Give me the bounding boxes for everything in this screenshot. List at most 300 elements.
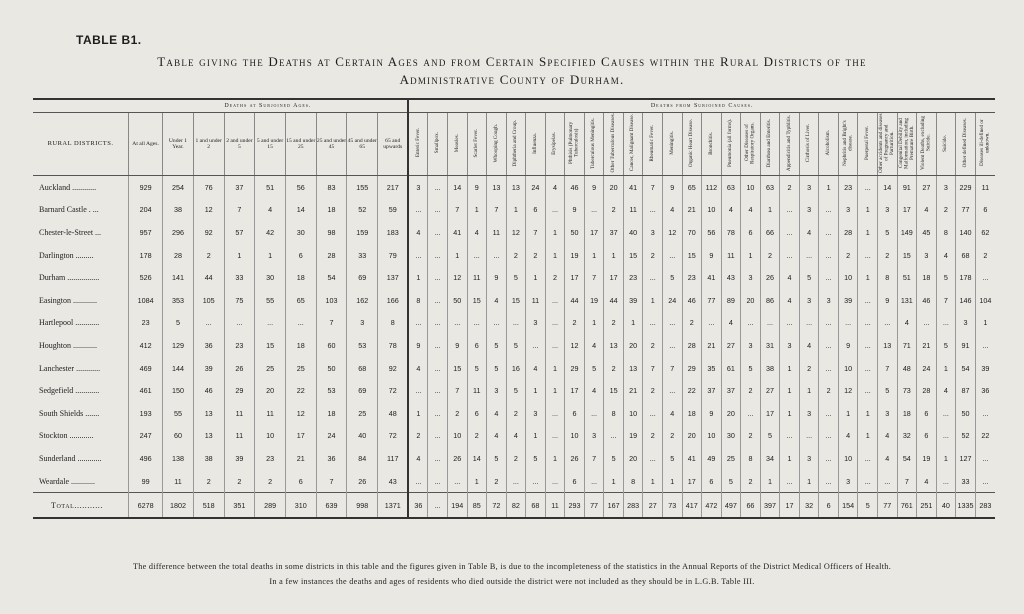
cause-cell: 5 xyxy=(584,357,604,380)
cause-column-label: Scarlet Fever. xyxy=(473,128,480,158)
cause-cell: 4 xyxy=(936,244,956,267)
age-cell: 6 xyxy=(285,470,316,493)
cause-cell: 5 xyxy=(858,493,878,519)
age-cell: 72 xyxy=(378,379,409,402)
cause-cell: 37 xyxy=(702,379,722,402)
cause-column-label: Smallpox. xyxy=(433,132,440,154)
cause-cell: ... xyxy=(858,447,878,470)
cause-cell: 1 xyxy=(506,199,526,222)
cause-cell: 112 xyxy=(702,176,722,199)
cause-cell: ... xyxy=(662,379,682,402)
cause-cell: ... xyxy=(819,357,839,380)
cause-cell: 78 xyxy=(721,221,741,244)
cause-cell: 27 xyxy=(721,334,741,357)
cause-cell: 45 xyxy=(917,221,937,244)
cause-cell: 24 xyxy=(917,357,937,380)
cause-cell: 2 xyxy=(506,447,526,470)
cause-cell: 1 xyxy=(545,221,565,244)
cause-cell: 17 xyxy=(565,266,585,289)
cause-cell: 4 xyxy=(526,357,546,380)
cause-cell: 23 xyxy=(682,266,702,289)
cause-cell: ... xyxy=(858,334,878,357)
cause-cell: 3 xyxy=(799,289,819,312)
cause-cell: 2 xyxy=(604,312,624,335)
age-cell: 36 xyxy=(316,447,347,470)
cause-column-header xyxy=(760,113,780,176)
age-column-header: 2 and under 5 xyxy=(224,113,255,176)
age-cell: 351 xyxy=(224,493,255,519)
district-name: Houghton ............ xyxy=(39,340,97,350)
age-cell: 38 xyxy=(193,447,224,470)
cause-cell: 4 xyxy=(897,312,917,335)
cause-cell: 2 xyxy=(936,199,956,222)
cause-cell: 14 xyxy=(467,447,487,470)
cause-cell: 9 xyxy=(878,289,898,312)
age-cell: 247 xyxy=(129,425,163,448)
cause-cell: 82 xyxy=(506,493,526,519)
cause-cell: 1 xyxy=(780,379,800,402)
cause-cell: 5 xyxy=(741,357,761,380)
table-row xyxy=(33,379,995,402)
cause-column-header xyxy=(408,113,428,176)
cause-cell: 2 xyxy=(643,334,663,357)
cause-column-label: Cancer, Malignant Disease. xyxy=(629,114,636,172)
cause-column-label: Diphtheria and Croup. xyxy=(512,119,519,167)
age-cell: 69 xyxy=(347,379,378,402)
cause-cell: 17 xyxy=(584,221,604,244)
age-cell: 40 xyxy=(347,425,378,448)
age-cell: 469 xyxy=(129,357,163,380)
cause-column-header xyxy=(584,113,604,176)
cause-cell: 11 xyxy=(526,289,546,312)
age-cell: 30 xyxy=(285,221,316,244)
cause-cell: 28 xyxy=(917,379,937,402)
cause-cell: 26 xyxy=(565,447,585,470)
cause-cell: 4 xyxy=(408,221,428,244)
age-cell: 28 xyxy=(316,244,347,267)
footnote-1: The difference between the total deaths in some districts in this table and the figures given in Table B, is due to the incompleteness of the statistics in the Annual Reports of the District Medical Officers of Health. xyxy=(132,562,892,571)
age-cell: 289 xyxy=(255,493,286,519)
cause-cell: 40 xyxy=(936,493,956,519)
cause-cell: ... xyxy=(780,199,800,222)
cause-cell: 41 xyxy=(447,221,467,244)
cause-cell: 27 xyxy=(917,176,937,199)
cause-cell: 5 xyxy=(878,221,898,244)
age-cell: 75 xyxy=(224,289,255,312)
cause-cell: 4 xyxy=(838,425,858,448)
cause-cell: 28 xyxy=(682,334,702,357)
district-name: Darlington ......... xyxy=(39,250,94,260)
cause-cell: 77 xyxy=(878,493,898,519)
cause-cell: 3 xyxy=(408,176,428,199)
age-cell: 76 xyxy=(193,176,224,199)
age-cell: 6278 xyxy=(129,493,163,519)
age-cell: 178 xyxy=(129,244,163,267)
cause-cell: 41 xyxy=(702,266,722,289)
cause-cell: 7 xyxy=(878,357,898,380)
cause-column-header xyxy=(447,113,467,176)
cause-cell: 51 xyxy=(897,266,917,289)
cause-cell: 86 xyxy=(760,289,780,312)
cause-cell: 3 xyxy=(878,402,898,425)
table-title: Table giving the Deaths at Certain Ages and from Certain Specified Causes within the Rural Districts of the xyxy=(157,54,867,69)
cause-cell: 18 xyxy=(897,402,917,425)
age-cell: 3 xyxy=(347,312,378,335)
cause-cell: 27 xyxy=(643,493,663,519)
cause-cell: 5 xyxy=(506,379,526,402)
group-header-row xyxy=(33,99,995,113)
age-column-header: 15 and under 25 xyxy=(285,113,316,176)
table-row xyxy=(33,447,995,470)
cause-cell: ... xyxy=(819,266,839,289)
cause-cell: 5 xyxy=(936,334,956,357)
age-cell: 57 xyxy=(224,221,255,244)
group-header-ages: Deaths at Subjoined Ages. xyxy=(129,99,409,113)
cause-cell: 28 xyxy=(838,221,858,244)
age-cell: 78 xyxy=(378,334,409,357)
cause-column-header xyxy=(741,113,761,176)
cause-cell: 3 xyxy=(917,244,937,267)
age-column-header: At all Ages. xyxy=(129,113,163,176)
cause-cell: 22 xyxy=(975,425,995,448)
cause-cell: 39 xyxy=(975,357,995,380)
age-column-header: 45 and under 65 xyxy=(347,113,378,176)
cause-cell: 178 xyxy=(956,266,976,289)
age-cell: 25 xyxy=(255,357,286,380)
cause-cell: 24 xyxy=(662,289,682,312)
table-row xyxy=(33,312,995,335)
age-cell: 2 xyxy=(224,470,255,493)
cause-cell: 26 xyxy=(760,266,780,289)
cause-column-header xyxy=(487,113,507,176)
cause-cell: 1 xyxy=(643,470,663,493)
cause-cell: 21 xyxy=(702,334,722,357)
table-row xyxy=(33,176,995,199)
cause-column-header xyxy=(858,113,878,176)
cause-cell: 10 xyxy=(838,266,858,289)
age-cell: 42 xyxy=(255,221,286,244)
district-name: Sedgefield ............ xyxy=(39,386,100,396)
age-cell: 526 xyxy=(129,266,163,289)
cause-cell: 11 xyxy=(975,176,995,199)
cause-cell: 6 xyxy=(741,221,761,244)
age-cell: 52 xyxy=(347,199,378,222)
cause-cell: 4 xyxy=(878,425,898,448)
cause-cell: 2 xyxy=(799,357,819,380)
cause-cell: ... xyxy=(428,379,448,402)
age-cell: 30 xyxy=(255,266,286,289)
cause-cell: 7 xyxy=(643,176,663,199)
cause-cell: 46 xyxy=(682,289,702,312)
age-cell: 20 xyxy=(255,379,286,402)
cause-cell: 4 xyxy=(467,221,487,244)
cause-cell: 20 xyxy=(623,334,643,357)
age-cell: 25 xyxy=(347,402,378,425)
cause-cell: 7 xyxy=(897,470,917,493)
district-name: Auckland ............ xyxy=(39,182,97,192)
table-row xyxy=(33,402,995,425)
age-cell: 28 xyxy=(163,244,194,267)
cause-cell: 1 xyxy=(936,447,956,470)
cause-cell: 5 xyxy=(487,447,507,470)
cause-cell: 54 xyxy=(956,357,976,380)
age-cell: 7 xyxy=(224,199,255,222)
cause-cell: 1 xyxy=(780,357,800,380)
cause-cell: 20 xyxy=(741,289,761,312)
cause-cell: ... xyxy=(858,244,878,267)
cause-cell: ... xyxy=(936,470,956,493)
age-cell: 21 xyxy=(285,447,316,470)
cause-column-label: Appendicitis and Typhlitis. xyxy=(785,114,792,172)
cause-cell: 4 xyxy=(545,176,565,199)
cause-cell: 1 xyxy=(545,379,565,402)
cause-cell: 1 xyxy=(467,199,487,222)
cause-cell: 4 xyxy=(487,425,507,448)
cause-cell: 52 xyxy=(956,425,976,448)
cause-cell: 41 xyxy=(682,447,702,470)
cause-cell: 2 xyxy=(741,470,761,493)
cause-cell: 1 xyxy=(545,357,565,380)
cause-cell: ... xyxy=(545,199,565,222)
cause-cell: ... xyxy=(662,334,682,357)
cause-cell: 7 xyxy=(584,266,604,289)
age-cell: 11 xyxy=(255,402,286,425)
cause-cell: 1 xyxy=(604,470,624,493)
age-cell: 79 xyxy=(378,244,409,267)
cause-cell: 17 xyxy=(565,379,585,402)
cause-cell: 77 xyxy=(584,493,604,519)
cause-cell: 16 xyxy=(506,357,526,380)
age-cell: 162 xyxy=(347,289,378,312)
age-cell: 117 xyxy=(378,447,409,470)
age-cell: ... xyxy=(285,312,316,335)
age-cell: 6 xyxy=(285,244,316,267)
cause-cell: 1 xyxy=(975,312,995,335)
cause-cell: 20 xyxy=(623,447,643,470)
cause-cell: 71 xyxy=(897,334,917,357)
age-cell: 1 xyxy=(255,244,286,267)
cause-cell: ... xyxy=(975,447,995,470)
cause-cell: 11 xyxy=(467,266,487,289)
cause-cell: 4 xyxy=(917,470,937,493)
cause-cell: 5 xyxy=(487,357,507,380)
age-cell: 518 xyxy=(193,493,224,519)
cause-cell: 167 xyxy=(604,493,624,519)
cause-cell: 2 xyxy=(741,425,761,448)
cause-column-header xyxy=(897,113,917,176)
cause-cell: ... xyxy=(428,221,448,244)
cause-cell: 9 xyxy=(447,334,467,357)
cause-cell: 1 xyxy=(936,357,956,380)
age-cell: 69 xyxy=(347,266,378,289)
cause-cell: 10 xyxy=(623,402,643,425)
cause-cell: 5 xyxy=(799,266,819,289)
cause-cell: 13 xyxy=(506,176,526,199)
age-cell: 23 xyxy=(255,447,286,470)
cause-cell: 10 xyxy=(702,199,722,222)
cause-cell: 9 xyxy=(584,176,604,199)
cause-cell: 149 xyxy=(897,221,917,244)
age-cell: 26 xyxy=(224,357,255,380)
age-cell: 155 xyxy=(347,176,378,199)
cause-cell: 7 xyxy=(447,199,467,222)
age-cell: 84 xyxy=(347,447,378,470)
age-cell: 412 xyxy=(129,334,163,357)
table-body xyxy=(33,176,995,519)
cause-cell: ... xyxy=(428,289,448,312)
cause-cell: 11 xyxy=(467,379,487,402)
cause-cell: ... xyxy=(428,470,448,493)
cause-cell: 8 xyxy=(936,221,956,244)
cause-cell: 41 xyxy=(623,176,643,199)
cause-column-header xyxy=(721,113,741,176)
cause-cell: 397 xyxy=(760,493,780,519)
age-cell: 29 xyxy=(224,379,255,402)
column-header-row xyxy=(33,113,995,176)
cause-cell: 21 xyxy=(917,334,937,357)
cause-cell: ... xyxy=(643,266,663,289)
cause-cell: 1335 xyxy=(956,493,976,519)
cause-cell: ... xyxy=(780,244,800,267)
cause-cell: 38 xyxy=(760,357,780,380)
cause-cell: 6 xyxy=(917,425,937,448)
age-cell: 25 xyxy=(285,357,316,380)
cause-cell: 35 xyxy=(702,357,722,380)
cause-cell: ... xyxy=(780,425,800,448)
cause-cell: 4 xyxy=(506,425,526,448)
table-row xyxy=(33,334,995,357)
age-cell: 50 xyxy=(316,357,347,380)
age-cell: 33 xyxy=(347,244,378,267)
cause-cell: ... xyxy=(428,493,448,519)
cause-cell: 73 xyxy=(897,379,917,402)
cause-cell: 1 xyxy=(623,312,643,335)
cause-cell: 32 xyxy=(897,425,917,448)
cause-cell: 36 xyxy=(408,493,428,519)
cause-column-header xyxy=(526,113,546,176)
cause-cell: 6 xyxy=(702,470,722,493)
cause-cell: ... xyxy=(643,402,663,425)
cause-cell: ... xyxy=(975,334,995,357)
cause-cell: ... xyxy=(408,379,428,402)
cause-cell: 4 xyxy=(917,199,937,222)
cause-cell: ... xyxy=(702,312,722,335)
cause-column-header xyxy=(917,113,937,176)
cause-cell: 34 xyxy=(760,447,780,470)
cause-cell: 15 xyxy=(447,357,467,380)
cause-cell: 2 xyxy=(878,244,898,267)
cause-column-label: Pneumonia (all forms). xyxy=(727,119,734,167)
age-cell: 137 xyxy=(378,266,409,289)
cause-cell: 32 xyxy=(799,493,819,519)
cause-cell: ... xyxy=(428,266,448,289)
cause-cell: 3 xyxy=(956,312,976,335)
cause-cell: 37 xyxy=(604,221,624,244)
cause-cell: 46 xyxy=(917,289,937,312)
cause-cell: 15 xyxy=(506,289,526,312)
cause-cell: 1 xyxy=(780,402,800,425)
cause-cell: ... xyxy=(428,334,448,357)
cause-cell: ... xyxy=(799,312,819,335)
age-cell: 310 xyxy=(285,493,316,519)
cause-cell: 1 xyxy=(467,470,487,493)
cause-cell: ... xyxy=(936,312,956,335)
cause-cell: 10 xyxy=(702,425,722,448)
cause-cell: 2 xyxy=(545,266,565,289)
district-name: Total........... xyxy=(33,493,129,519)
age-cell: 18 xyxy=(316,199,347,222)
cause-cell: ... xyxy=(878,470,898,493)
age-cell: 22 xyxy=(285,379,316,402)
cause-cell: 3 xyxy=(799,176,819,199)
cause-cell: 10 xyxy=(565,425,585,448)
cause-cell: 2 xyxy=(408,425,428,448)
cause-cell: 5 xyxy=(878,379,898,402)
cause-cell: ... xyxy=(487,244,507,267)
age-cell: 2 xyxy=(193,244,224,267)
cause-cell: 3 xyxy=(838,199,858,222)
cause-cell: 2 xyxy=(526,244,546,267)
cause-cell: ... xyxy=(643,199,663,222)
age-cell: 23 xyxy=(129,312,163,335)
cause-cell: 5 xyxy=(506,334,526,357)
cause-cell: 68 xyxy=(956,244,976,267)
cause-column-header xyxy=(604,113,624,176)
cause-cell: 1 xyxy=(838,402,858,425)
cause-cell: 3 xyxy=(526,312,546,335)
cause-cell: 8 xyxy=(623,470,643,493)
cause-cell: ... xyxy=(819,334,839,357)
age-cell: 48 xyxy=(378,402,409,425)
cause-cell: ... xyxy=(917,312,937,335)
table-subtitle: Administrative County of Durham. xyxy=(399,72,625,87)
cause-cell: 9 xyxy=(565,199,585,222)
cause-cell: 1 xyxy=(643,289,663,312)
age-cell: 99 xyxy=(129,470,163,493)
cause-column-header xyxy=(838,113,858,176)
cause-cell: ... xyxy=(408,244,428,267)
cause-cell: ... xyxy=(428,425,448,448)
cause-cell: ... xyxy=(408,470,428,493)
age-cell: 54 xyxy=(316,266,347,289)
cause-cell: 23 xyxy=(623,266,643,289)
cause-cell: ... xyxy=(584,470,604,493)
cause-cell: 30 xyxy=(721,425,741,448)
cause-cell: 36 xyxy=(975,379,995,402)
age-cell: 141 xyxy=(163,266,194,289)
age-cell: 159 xyxy=(347,221,378,244)
age-cell: 204 xyxy=(129,199,163,222)
age-cell: 103 xyxy=(316,289,347,312)
cause-column-label: Other defined Diseases. xyxy=(961,118,968,168)
statistics-table-container xyxy=(33,98,995,519)
cause-cell: 2 xyxy=(447,402,467,425)
cause-column-label: Tuberculous Meningitis. xyxy=(590,117,597,169)
cause-cell: 31 xyxy=(760,334,780,357)
age-cell: ... xyxy=(193,312,224,335)
cause-cell: 22 xyxy=(682,379,702,402)
cause-cell: 417 xyxy=(682,493,702,519)
cause-cell: 2 xyxy=(643,244,663,267)
cause-cell: ... xyxy=(408,199,428,222)
cause-cell: 19 xyxy=(565,244,585,267)
cause-cell: 7 xyxy=(936,289,956,312)
age-cell: 72 xyxy=(378,425,409,448)
cause-cell: 4 xyxy=(936,379,956,402)
cause-cell: ... xyxy=(526,470,546,493)
age-cell: 83 xyxy=(316,176,347,199)
cause-cell: 68 xyxy=(526,493,546,519)
